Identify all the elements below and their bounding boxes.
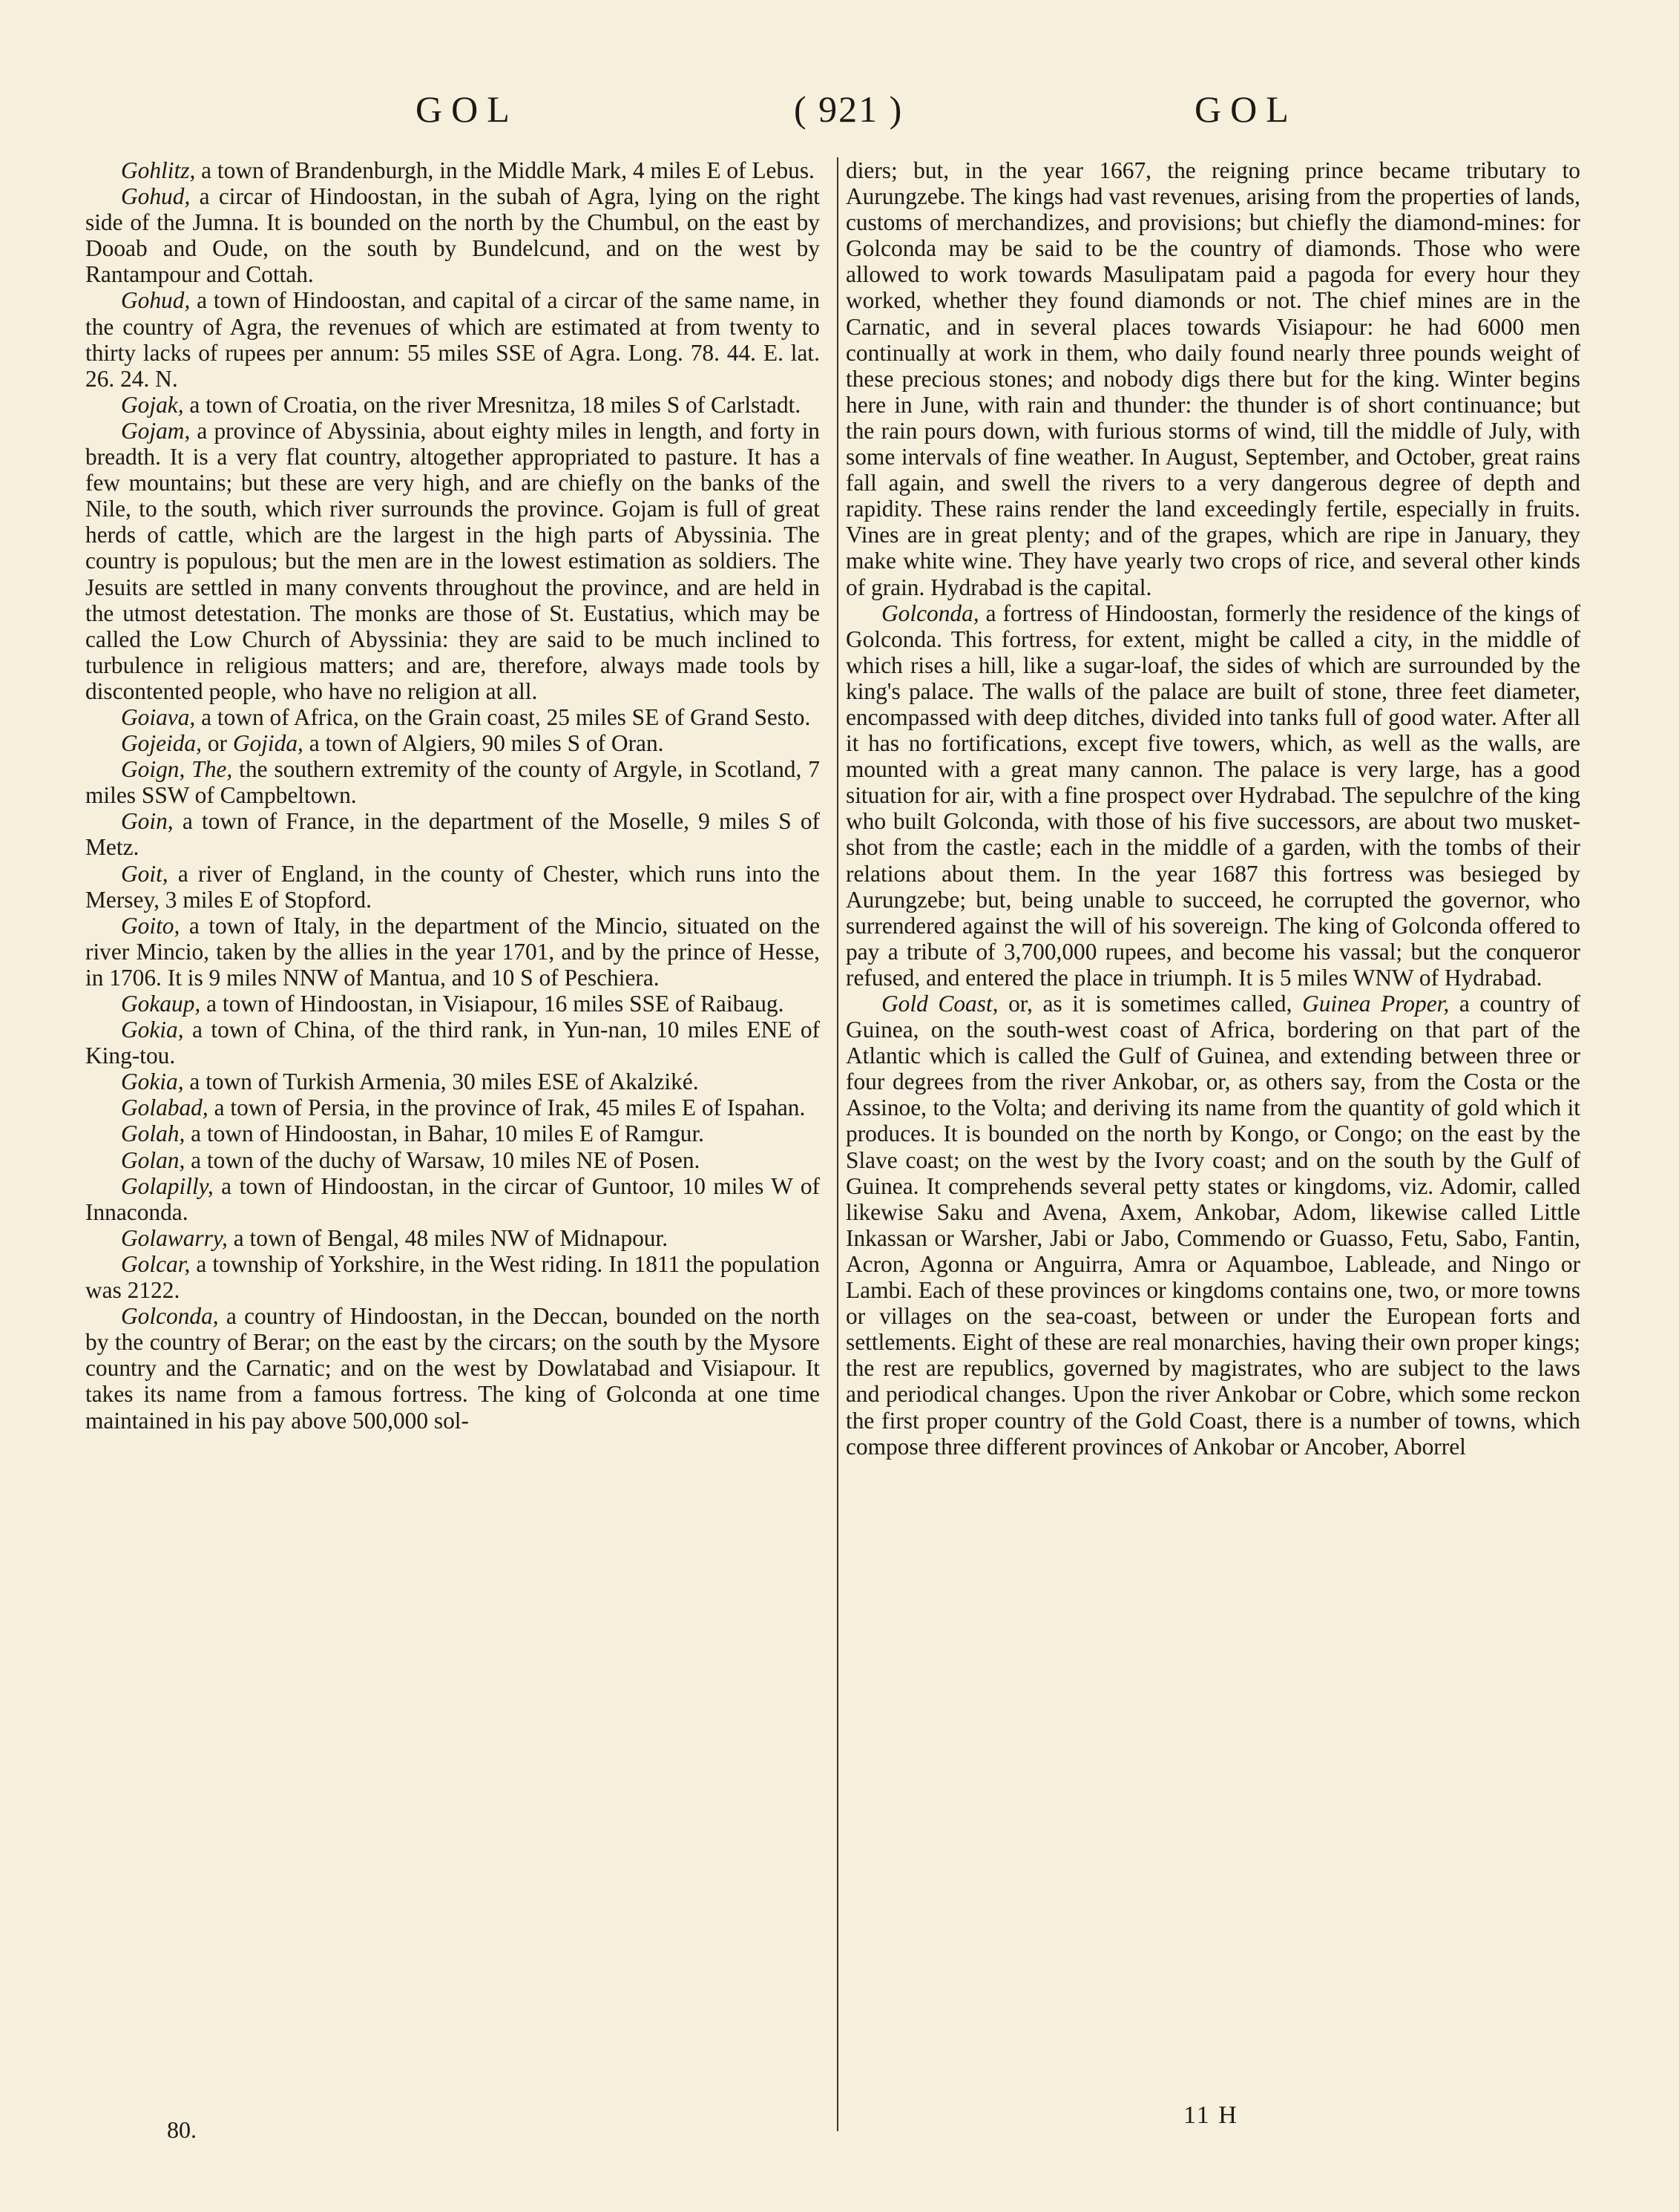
gazetteer-entry	[85, 913, 820, 991]
running-head-left: GOL	[415, 88, 519, 130]
gazetteer-entry	[85, 1147, 820, 1173]
entry-headword: Goiava,	[121, 703, 196, 730]
entry-text: a town of Brandenburgh, in the Middle Mark, 4 miles E of Lebus.	[195, 157, 815, 183]
page-header	[82, 88, 1588, 140]
entry-text: a country of Hindoostan, in the Deccan, bounded on the north by the country of Berar; on the east by the circars; on the south by the Mysore country and the Carnatic; and on the west by Dowlatabad and Visiapour. It takes its name from a famous fortress. The king of Golconda at one time maintained in his pay above 500,000 sol-	[85, 1303, 820, 1434]
entry-headword: Goin,	[121, 808, 174, 835]
entry-headword: Golcar,	[121, 1250, 191, 1277]
gazetteer-entry	[85, 418, 820, 704]
entry-headword: Gokia,	[121, 1017, 184, 1043]
entry-headword: Golconda,	[881, 600, 979, 626]
gazetteer-entry	[85, 704, 820, 730]
gazetteer-entry	[85, 756, 820, 808]
entry-headword: Gojeida,	[121, 730, 202, 757]
entry-headword: Gokaup,	[121, 991, 201, 1017]
entry-text: a country of Guinea, on the south-west coast of Africa, bordering on that part of the Atlantic which is called the Gulf of Guinea, and extending between three or four degrees from the river Ankobar, or, as others say, from the Costa or the Assinoe, to the Volta; and deriving its name from the quantity of gold which it produces. It is bounded on the north by Kongo, or Congo; on the east by the Slave coast; on the west by the Ivory coast; and on the south by the Gulf of Guinea. It comprehends several petty states or kingdoms, viz. Adomir, called likewise Saku and Avena, Axem, Ankobar, Adom, likewise called Little Inkassan or Warsher, Jabi or Jabo, Commendo or Guasso, Fetu, Sabo, Fantin, Acron, Agonna or Anguirra, Amra or Aquamboe, Lableade, and Ningo or Lambi. Each of these provinces or kingdoms contains one, two, or more towns or villages on the sea-coast, between or under the European forts and settlements. Eight of these are real monarchies, having their own proper kings; the rest are republics, governed by magistrates, who are subject to the laws and periodical changes. Upon the river Ankobar or Cobre, which some reckon the first proper country of the Gold Coast, there is a number of towns, which compose three different provinces of Ankobar or Ancober, Aborrel	[846, 991, 1581, 1460]
entry-text: a town of Croatia, on the river Mresnitza, 18 miles S of Carlstadt.	[183, 391, 801, 418]
gazetteer-entry	[85, 157, 820, 183]
gazetteer-entry	[85, 808, 820, 860]
gazetteer-entry	[85, 1303, 820, 1433]
entry-text: a circar of Hindoostan, in the subah of Agra, lying on the right side of the Jumna. It is bounded on the north by the Chumbul, on the east by Dooab and Oude, on the south by Bundelcund, and on the west by Rantampour and Cottah.	[85, 183, 820, 288]
running-head-right: GOL	[1195, 88, 1298, 130]
entry-headword: Golan,	[121, 1146, 185, 1173]
gazetteer-entry	[85, 287, 820, 391]
entry-headword: Golah,	[121, 1120, 185, 1147]
entry-text: a town of China, of the third rank, in Yun-nan, 10 miles ENE of King-tou.	[85, 1017, 820, 1069]
page-number: ( 921 )	[794, 88, 904, 130]
entry-headword: Gojam,	[121, 417, 191, 444]
entry-text: a town of Bengal, 48 miles NW of Midnapour.	[227, 1224, 668, 1251]
entry-headword: Gokia,	[121, 1069, 184, 1095]
entry-text: a province of Abyssinia, about eighty miles in length, and forty in breadth. It is a very flat country, altogether appropriated to pasture. It has a few mountains; but these are very high, and are chiefly on the banks of the Nile, to the south, which river surrounds the province. Gojam is full of great herds of cattle, which are the largest in the high parts of Abyssinia. The country is populous; but the men are in the lowest estimation as soldiers. The Jesuits are settled in many convents throughout the province, and are held in the utmost detestation. The monks are those of St. Eustatius, which may be called the Low Church of Abyssinia: they are said to be much inclined to turbulence in religious matters; and are, therefore, always made tools by discontented people, who have no religion at all.	[85, 417, 820, 704]
entry-headword-alt: Gojida,	[232, 730, 303, 757]
gazetteer-entry	[85, 1251, 820, 1303]
entry-text: a town of Africa, on the Grain coast, 25 miles SE of Grand Sesto.	[195, 703, 811, 730]
entry-headword: Goito,	[121, 912, 180, 939]
signature-mark: 80.	[167, 2116, 197, 2143]
entry-headword: Gohlitz,	[121, 157, 196, 183]
entry-text: a town of Hindoostan, in the circar of Guntoor, 10 miles W of Innaconda.	[85, 1172, 820, 1225]
entry-headword: Gold Coast,	[881, 991, 999, 1017]
gazetteer-entry	[846, 600, 1580, 991]
entry-text: a town of Italy, in the department of the Mincio, situated on the river Mincio, taken by the allies in the year 1701, and by the prince of Hesse, in 1706. It is 9 miles NNW of Mantua, and 10 S of Peschiera.	[85, 912, 820, 991]
entry-text: a town of Hindoostan, in Visiapour, 16 miles SSE of Raibaug.	[200, 991, 784, 1017]
gazetteer-entry	[85, 1120, 820, 1146]
entry-headword: Golawarry,	[121, 1224, 228, 1251]
gazetteer-entry	[85, 861, 820, 913]
entry-text: or	[201, 730, 233, 757]
gazetteer-entry	[846, 991, 1580, 1460]
entry-headword: Golconda,	[121, 1303, 219, 1330]
entry-text: a township of Yorkshire, in the West riding. In 1811 the population was 2122.	[85, 1250, 820, 1304]
gazetteer-entry	[85, 1017, 820, 1069]
entry-text: a town of Hindoostan, in Bahar, 10 miles E of Ramgur.	[185, 1120, 705, 1147]
entry-text: a town of Persia, in the province of Irak, 45 miles E of Ispahan.	[208, 1094, 806, 1121]
catchword-mark: 11 H	[1183, 2101, 1238, 2129]
gazetteer-entry	[85, 1069, 820, 1094]
gazetteer-entry	[846, 157, 1580, 600]
entry-headword: Gohud,	[121, 183, 191, 210]
entry-text: a town of Algiers, 90 miles S of Oran.	[303, 730, 664, 757]
column-divider	[837, 157, 838, 2131]
entry-headword: Golapilly,	[121, 1172, 214, 1199]
left-column	[85, 157, 820, 1434]
gazetteer-entry	[85, 991, 820, 1017]
entry-text: a fortress of Hindoostan, formerly the residence of the kings of Golconda. This fortress, for extent, might be called a city, in the middle of which rises a hill, like a sugar-loaf, the sides of which are surrounded by the king's palace. The walls of the palace are built of stone, three feet diameter, encompassed with deep ditches, divided into tanks full of good water. After all it has no fortifications, except five towers, which, as well as the walls, are mounted with a great many cannon. The palace is very large, has a good situation for air, with a fine prospect over Hydrabad. The sepulchre of the king who built Golconda, with those of his five successors, are about two musket-shot from the castle; each in the middle of a garden, with the tombs of their relations about them. In the year 1687 this fortress was besieged by Aurungzebe; but, being unable to succeed, he corrupted the governor, who surrendered against the will of his sovereign. The king of Golconda offered to pay a tribute of 3,700,000 rupees, and become his vassal; but the conqueror refused, and entered the place in triumph. It is 5 miles WNW of Hydrabad.	[846, 600, 1580, 991]
entry-text: a river of England, in the county of Chester, which runs into the Mersey, 3 miles E of Stopford.	[85, 860, 820, 913]
entry-text: a town of the duchy of Warsaw, 10 miles NE of Posen.	[185, 1146, 700, 1173]
entry-text: the southern extremity of the county of Argyle, in Scotland, 7 miles SSW of Campbeltown.	[85, 756, 820, 809]
gazetteer-entry	[85, 392, 820, 418]
entry-headword: Golabad,	[121, 1094, 208, 1121]
entry-headword-alt: Guinea Proper,	[1302, 991, 1450, 1017]
entry-headword: Gojak,	[121, 391, 184, 418]
gazetteer-entry	[85, 1094, 820, 1120]
gazetteer-entry	[85, 1225, 820, 1251]
entry-text: a town of Hindoostan, and capital of a circar of the same name, in the country of Agra, the revenues of which are estimated at from twenty to thirty lacks of rupees per annum: 55 miles SSE of Agra. Long. 78. 44. E. lat. 26. 24. N.	[85, 287, 820, 392]
entry-headword: Goign, The,	[121, 756, 233, 783]
gazetteer-entry	[85, 1173, 820, 1225]
gazetteer-entry	[85, 730, 820, 756]
gazetteer-entry	[85, 183, 820, 287]
entry-text: a town of France, in the department of the Moselle, 9 miles S of Metz.	[85, 808, 820, 861]
entry-text: diers; but, in the year 1667, the reigning prince became tributary to Aurungzebe. The kings had vast revenues, arising from the properties of lands, customs of merchandizes, and provisions; but chiefly the diamond-mines: for Golconda may be said to be the country of diamonds. Those who were allowed to work towards Masulipatam paid a pagoda for every hour they worked, whether they found diamonds or not. The chief mines are in the Carnatic, and in several places towards Visiapour: he had 6000 men continually at work in them, who daily found nearly three pounds weight of these precious stones; and nobody digs there but for the king. Winter begins here in June, with rain and thunder: the thunder is of short continuance; but the rain pours down, with furious storms of wind, till the middle of July, with some intervals of fine weather. In August, September, and October, great rains fall again, and swell the rivers to a very dangerous degree of depth and rapidity. These rains render the land exceedingly fertile, especially in fruits. Vines are in great plenty; and of the grapes, which are ripe in January, they make white wine. They have yearly two crops of rice, and several other kinds of grain. Hydrabad is the capital.	[846, 157, 1580, 600]
entry-headword: Gohud,	[121, 287, 191, 314]
entry-text: or, as it is sometimes called,	[998, 991, 1303, 1017]
entry-text: a town of Turkish Armenia, 30 miles ESE of Akalziké.	[183, 1069, 699, 1095]
entry-headword: Goit,	[121, 860, 168, 887]
right-column	[846, 157, 1580, 1460]
